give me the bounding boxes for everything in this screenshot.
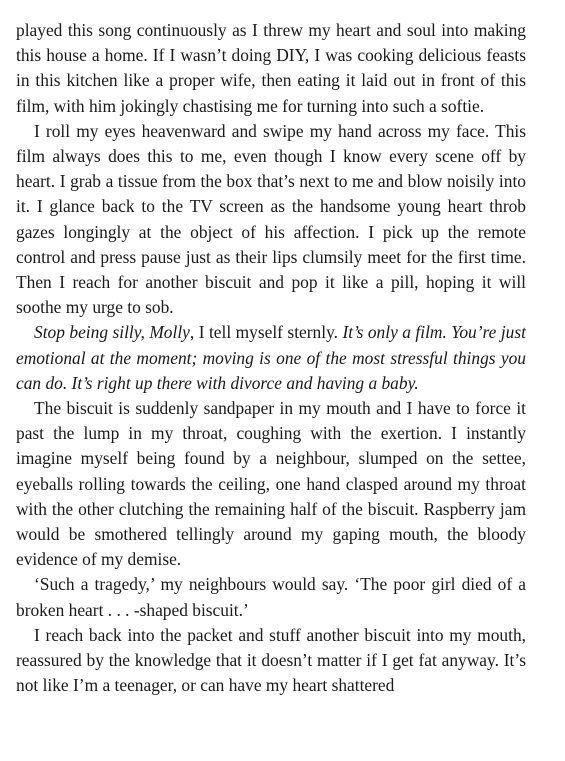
paragraph-text: played this song continuously as I threw my heart and soul into making this house a home. If I wasn’t doing DIY, I was cooking delicious feasts in this kitchen like a proper wife, then eating it laid out in front of this film, with him jokingly chastising me for turning into such a softie.: [16, 20, 526, 116]
italic-thought: It’s only a film. You’re just emotional at the moment; moving is one of the most stressful things you can do. It’s right up there with divorce and having a baby.: [16, 322, 526, 393]
paragraph-text: I reach back into the packet and stuff another biscuit into my mouth, reassured by the knowledge that it doesn’t matter if I get fat anyway. It’s not like I’m a teenager, or can have my heart shattered: [16, 624, 526, 696]
paragraph: [16, 119, 526, 321]
paragraph-text: The biscuit is suddenly sandpaper in my mouth and I have to force it past the lump in my throat, coughing with the exertion. I instantly imagine myself being found by a neighbour, slumped on the settee, eyeballs rolling towards the ceiling, one hand clasped around my throat with the other clutching the remaining half of the biscuit. Raspberry jam would be smothered tellingly around my gaping mouth, the bloody evidence of my demise.: [16, 398, 526, 570]
paragraph: [16, 320, 526, 396]
paragraph: [16, 18, 526, 119]
paragraph-text: I roll my eyes heavenward and swipe my hand across my face. This film always does this to me, even though I know every scene off by heart. I grab a tissue from the box that’s next to me and blow noisily into it. I glance back to the TV screen as the handsome young heart throb gazes longingly at the object of his affection. I pick up the remote control and press pause just as their lips clumsily meet for the first time. Then I reach for another biscuit and pop it like a pill, hoping it will soothe my urge to sob.: [16, 120, 526, 318]
paragraph-text: ‘Such a tragedy,’ my neighbours would say. ‘The poor girl died of a broken heart . . . -shaped biscuit.’: [16, 574, 526, 620]
paragraph: [16, 572, 526, 622]
paragraph: [16, 623, 526, 699]
paragraph: [16, 396, 526, 572]
italic-thought: Stop being silly, Molly: [34, 322, 190, 343]
paragraph-text: , I tell myself sternly.: [189, 322, 343, 343]
book-page: [16, 18, 526, 698]
